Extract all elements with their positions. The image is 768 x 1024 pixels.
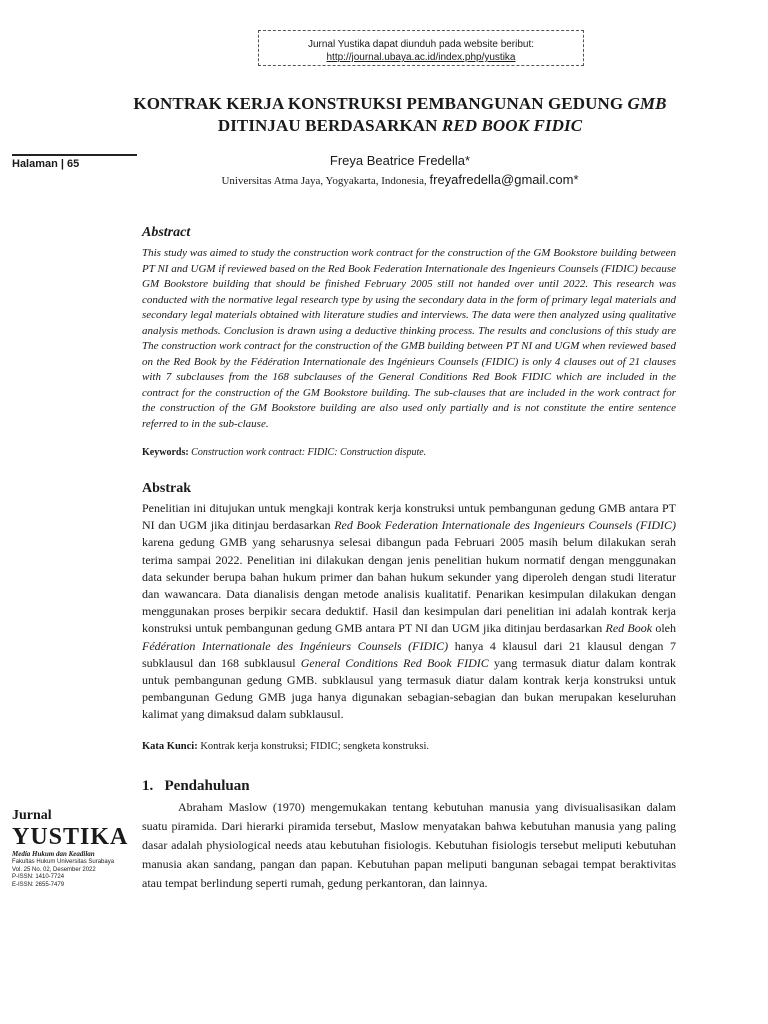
title-line2: DITINJAU BERDASARKAN	[217, 116, 442, 135]
abstract-id-italic2: Red Book	[605, 621, 653, 636]
journal-faculty: Fakultas Hukum Universitas Surabaya	[12, 859, 115, 865]
journal-logo	[12, 808, 142, 889]
abstract-id-italic1: Red Book Federation Internationale des Ingenieurs Counsels (FIDIC)	[334, 518, 677, 533]
abstract-id-text	[142, 500, 676, 724]
journal-volume: Vol. 25 No. 02, Desember 2022	[12, 866, 96, 873]
abstract-id-italic3: Fédération Internationale des Ingénieurs Counsels (FIDIC)	[142, 638, 449, 653]
abstract-id-italic4: General Conditions Red Book FIDIC	[300, 655, 489, 670]
keywords-id	[142, 741, 676, 752]
journal-pissn: P-ISSN: 1410-7724	[12, 874, 65, 880]
abstract-en-text: This study was aimed to study the construction work contract for the construction of the GM Bookstore building between PT NI and UGM if reviewed based on the Red Book Federation Internationale des Ingenieurs Counsels (FIDIC) because GM Bookstore building that should be finished February 2005 still not handed over until 2022. This research was conducted with the normative legal research type by using the secondary data in the form of primary legal materials and secondary legal materials obtained with literature studies and interviews. The data were then analyzed using qualitative analysis methods. Conclusion is drawn using a deductive thinking process. The results and conclusions of this study are The construction work contract for the construction of the GMB building between PT NI and UGM when reviewed based on the Red Book by the Fédération Internationale des Ingénieurs Counsels (FIDIC) is only 4 clauses out of 21 clauses with 7 subclauses from the 168 subclauses of the General Conditions Red Book FIDIC which are included in the contract for the construction of the GM Bookstore building. The sub-clauses that are included in the work contract for the construction of the GM Bookstore building are also used only partially and is not constitute the entire sentence referred to in the sub-clause.	[142, 247, 676, 430]
article-title	[120, 93, 680, 137]
keywords-en-label: Keywords:	[142, 447, 189, 458]
author-affiliation	[120, 172, 680, 187]
side-divider	[12, 154, 137, 156]
title-line1-italic: GMB	[627, 94, 667, 113]
keywords-id-label: Kata Kunci:	[142, 741, 198, 752]
title-line2-italic: RED BOOK FIDIC	[441, 116, 583, 135]
journal-logo-name: YUSTIKA	[12, 824, 129, 850]
introduction-paragraph: Abraham Maslow (1970) mengemukakan tentang kebutuhan manusia yang divisualisasikan dalam suatu piramida. Dari hierarki piramida tersebut, Maslow menyatakan bahwa kebutuhan manusia yang paling dasar adalah physiological needs atau kebutuhan fisiologis. Kebutuhan fisiologis tersebut meliputi kebutuhan manusia akan sandang, pangan dan papan. Kebutuhan papan meliputi bangunan sebagai tempat beraktivitas atau tempat berlindung seperti rumah, gedung perkantoran, dan lainnya.	[142, 800, 676, 890]
notice-text: Jurnal Yustika dapat diunduh pada website beribut:	[307, 39, 535, 50]
abstract-id-part4: hanya 4 klausul dari 21 klausul dengan 7 subklausul dan 168 subklausul	[142, 638, 676, 670]
page-number: Halaman | 65	[12, 158, 80, 170]
abstract-id-part3: oleh	[652, 621, 676, 636]
title-line1: KONTRAK KERJA KONSTRUKSI PEMBANGUNAN GEDUNG	[133, 94, 628, 113]
journal-logo-subtitle: Media Hukum dan Keadilan	[12, 850, 95, 858]
author-name: Freya Beatrice Fredella*	[329, 153, 471, 168]
journal-eissn: E-ISSN: 2655-7479	[12, 881, 65, 888]
journal-logo-jurnal: Jurnal	[12, 808, 52, 823]
section-heading-introduction: 1. Pendahuluan	[142, 778, 250, 794]
abstract-id-part5: yang termasuk diatur dalam kontrak untuk pembangunan gedung GMB. subklausul yang termasuk diatur dalam kontrak kerja konstruksi untuk pembangunan Gedung GMB juga hanya digunakan sebagian-sebagian dan bukan merupakan keseluruhan kalimat yang dimaksud dalam subklausul.	[142, 655, 677, 722]
abstract-id-part1: Penelitian ini ditujukan untuk mengkaji kontrak kerja konstruksi untuk pembangunan gedung GMB antara PT NI dan UGM jika ditinjau berdasarkan	[142, 501, 676, 533]
journal-url-link[interactable]: http://journal.ubaya.ac.id/index.php/yustika	[326, 52, 516, 63]
keywords-en	[142, 447, 676, 458]
keywords-en-value: Construction work contract: FIDIC: Construction dispute.	[188, 447, 427, 458]
affiliation-text: Universitas Atma Jaya, Yogyakarta, Indonesia,	[221, 175, 430, 187]
journal-download-notice	[258, 30, 584, 66]
abstract-en-heading: Abstract	[142, 225, 191, 240]
keywords-id-value: Kontrak kerja konstruksi; FIDIC; sengketa konstruksi.	[197, 741, 429, 752]
author-email[interactable]: freyafredella@gmail.com*	[429, 172, 579, 187]
abstract-id-heading: Abstrak	[142, 481, 192, 496]
abstract-id-part2: karena gedung GMB yang seharusnya selesai dibangun pada Februari 2005 masih belum dilakukan serah terima sampai 2022. Penelitian ini dilakukan dengan jenis penelitian hukum normatif dengan menggunakan data sekunder berupa bahan hukum primer dan bahan hukum sekunder yang diperoleh dengan studi literatur dan wawancara. Data dianalisis dengan metode analisis kualitatif. Penarikan kesimpulan dilakukan dengan menggunakan proses berpikir secara deduktif. Hasil dan kesimpulan dari penelitian ini adalah kontrak kerja konstruksi untuk pembangunan gedung GMB antara PT NI dan UGM jika ditinjau berdasarkan	[142, 535, 676, 636]
